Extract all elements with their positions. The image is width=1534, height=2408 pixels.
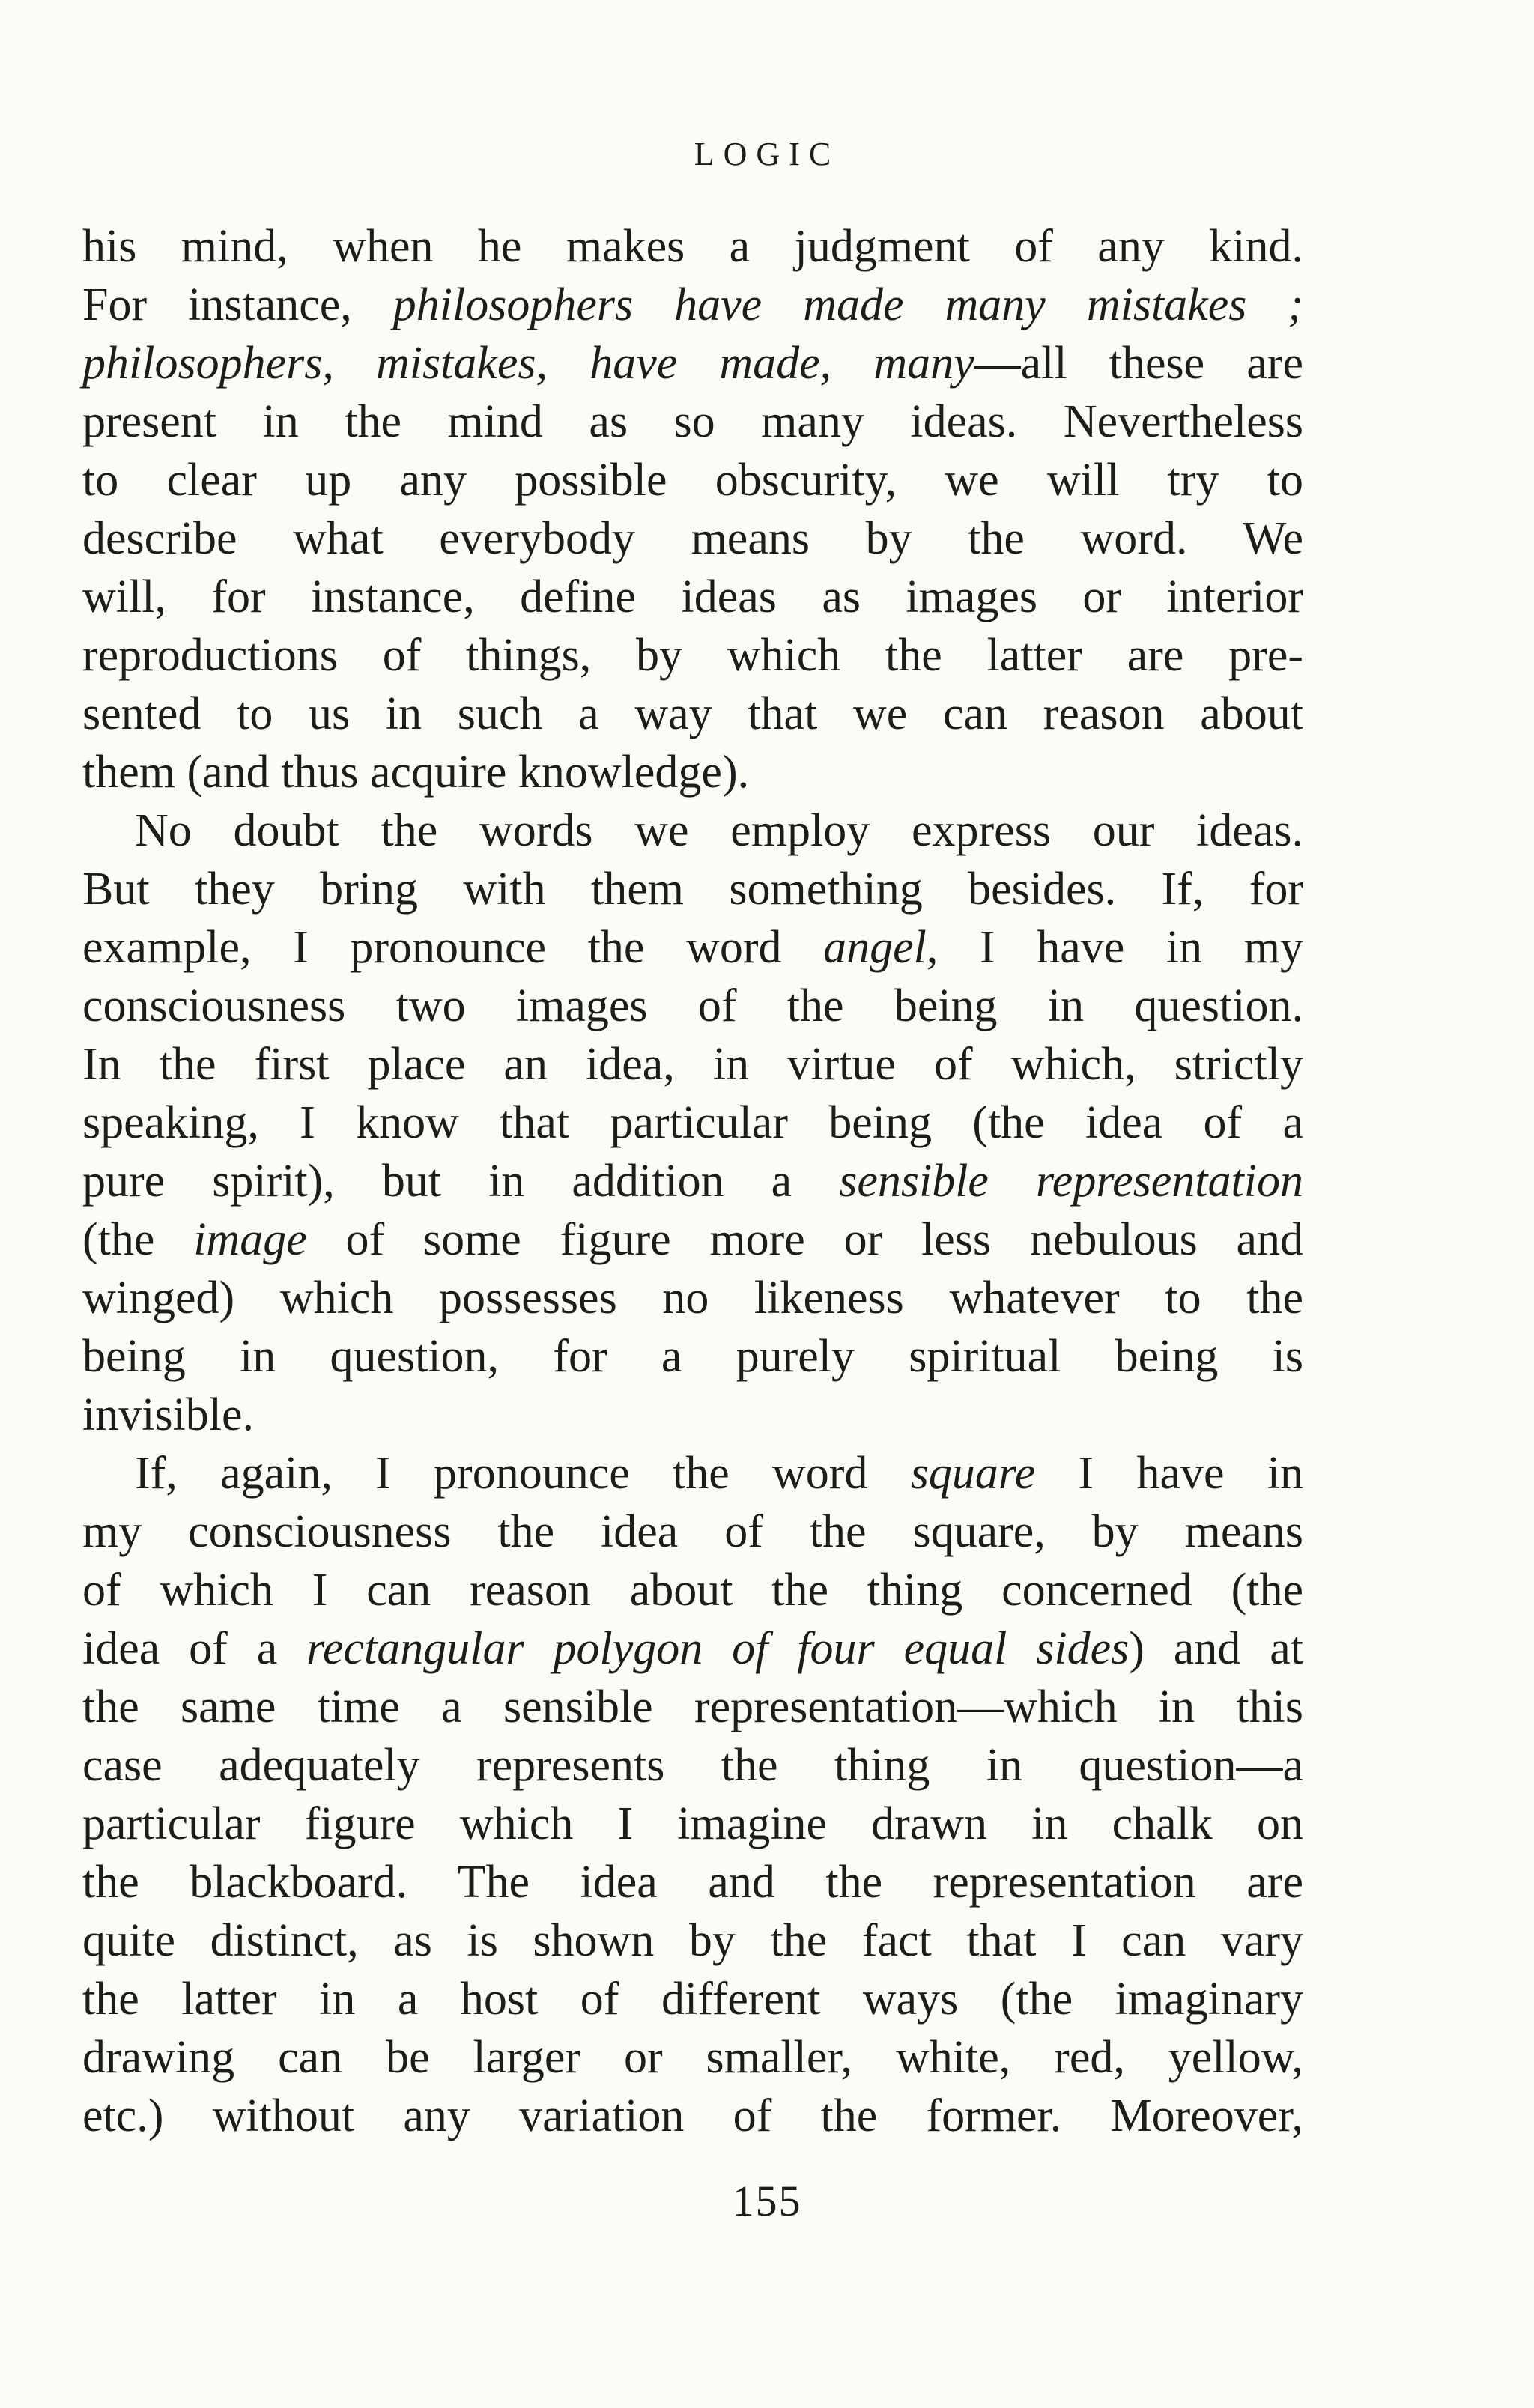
- text-run: , I have in my: [926, 922, 1303, 973]
- text-run: the same time a sensible representation—which in this: [82, 1681, 1303, 1732]
- paragraph: [82, 1444, 1303, 2145]
- text-run: quite distinct, as is shown by the fact that I can vary: [82, 1915, 1303, 1966]
- text-line: [82, 743, 1303, 801]
- italic-text: philosophers, mistakes, have made, many: [82, 338, 974, 389]
- text-line: [82, 1736, 1303, 1795]
- text-run: pure spirit), but in addition a: [82, 1156, 840, 1207]
- text-run: winged) which possesses no likeness whatever to the: [82, 1273, 1303, 1323]
- text-line: [82, 1795, 1303, 1853]
- text-run: example, I pronounce the word: [82, 922, 824, 973]
- text-line: [82, 276, 1303, 334]
- text-line: [82, 801, 1303, 860]
- text-run: them (and thus acquire knowledge).: [82, 747, 750, 798]
- text-line: [82, 1561, 1303, 1619]
- text-line: [82, 451, 1303, 509]
- running-head: LOGIC: [694, 136, 840, 172]
- text-line: [82, 1619, 1303, 1678]
- paragraph: [82, 217, 1303, 801]
- text-run: sented to us in such a way that we can reason about: [82, 688, 1303, 739]
- text-line: [82, 860, 1303, 918]
- text-run: of some figure more or less nebulous and: [306, 1214, 1304, 1265]
- text-line: [82, 392, 1303, 451]
- text-run: For instance,: [82, 279, 393, 330]
- text-line: [82, 1678, 1303, 1736]
- text-line: [82, 334, 1303, 392]
- text-line: [82, 626, 1303, 685]
- italic-text: sensible representation: [839, 1156, 1303, 1207]
- text-run: In the first place an idea, in virtue of which, strictly: [82, 1039, 1303, 1090]
- text-line: [82, 2087, 1303, 2145]
- text-run: describe what everybody means by the word. We: [82, 513, 1303, 564]
- text-run: invisible.: [82, 1389, 255, 1440]
- page-number: 155: [732, 2177, 802, 2225]
- text-run: the blackboard. The idea and the representation are: [82, 1857, 1303, 1908]
- text-line: [82, 1269, 1303, 1327]
- text-line: [82, 1970, 1303, 2028]
- text-line: [82, 1502, 1303, 1561]
- text-run: (the: [82, 1214, 194, 1265]
- text-line: [82, 977, 1303, 1035]
- text-run: particular figure which I imagine drawn in chalk on: [82, 1798, 1303, 1849]
- text-run: But they bring with them something besides. If, for: [82, 864, 1303, 915]
- text-run: consciousness two images of the being in question.: [82, 980, 1303, 1031]
- text-line: [82, 217, 1303, 276]
- italic-text: image: [193, 1214, 307, 1265]
- text-run: being in question, for a purely spiritual being is: [82, 1331, 1303, 1382]
- text-run: ) and at: [1129, 1623, 1303, 1674]
- text-line: [82, 1035, 1303, 1094]
- text-line: [82, 1152, 1303, 1210]
- text-run: reproductions of things, by which the latter are pre-: [82, 630, 1303, 681]
- text-line: [82, 1386, 1303, 1444]
- text-run: etc.) without any variation of the former. Moreover,: [82, 2090, 1303, 2141]
- text-run: of which I can reason about the thing concerned (the: [82, 1565, 1303, 1616]
- text-line: [82, 2028, 1303, 2087]
- text-line: [82, 1444, 1303, 1502]
- text-run: case adequately represents the thing in question—a: [82, 1740, 1303, 1791]
- text-run: idea of a: [82, 1623, 307, 1674]
- italic-text: angel: [823, 922, 927, 973]
- text-line: [82, 1094, 1303, 1152]
- text-line: [82, 1853, 1303, 1911]
- text-line: [82, 568, 1303, 626]
- text-line: [82, 1911, 1303, 1970]
- text-line: [82, 685, 1303, 743]
- italic-text: rectangular polygon of four equal sides: [306, 1623, 1130, 1674]
- text-run: his mind, when he makes a judgment of any kind.: [82, 221, 1303, 272]
- text-run: I have in: [1035, 1448, 1303, 1499]
- paragraph: [82, 801, 1303, 1444]
- text-line: [82, 509, 1303, 568]
- text-line: [82, 1210, 1303, 1269]
- italic-text: square: [910, 1448, 1036, 1499]
- body-text: [82, 217, 1303, 2145]
- text-run: to clear up any possible obscurity, we will try to: [82, 455, 1303, 506]
- text-run: speaking, I know that particular being (the idea of a: [82, 1097, 1303, 1148]
- text-run: If, again, I pronounce the word: [135, 1448, 911, 1499]
- text-run: will, for instance, define ideas as images or interior: [82, 571, 1303, 622]
- text-line: [82, 918, 1303, 977]
- text-line: [82, 1327, 1303, 1386]
- text-run: the latter in a host of different ways (the imaginary: [82, 1974, 1303, 2025]
- text-run: present in the mind as so many ideas. Nevertheless: [82, 396, 1303, 447]
- italic-text: philosophers have made many mistakes ;: [392, 279, 1303, 330]
- text-run: —all these are: [974, 338, 1304, 389]
- text-run: drawing can be larger or smaller, white, red, yellow,: [82, 2032, 1303, 2083]
- text-run: No doubt the words we employ express our ideas.: [135, 805, 1303, 856]
- text-run: my consciousness the idea of the square, by means: [82, 1506, 1303, 1557]
